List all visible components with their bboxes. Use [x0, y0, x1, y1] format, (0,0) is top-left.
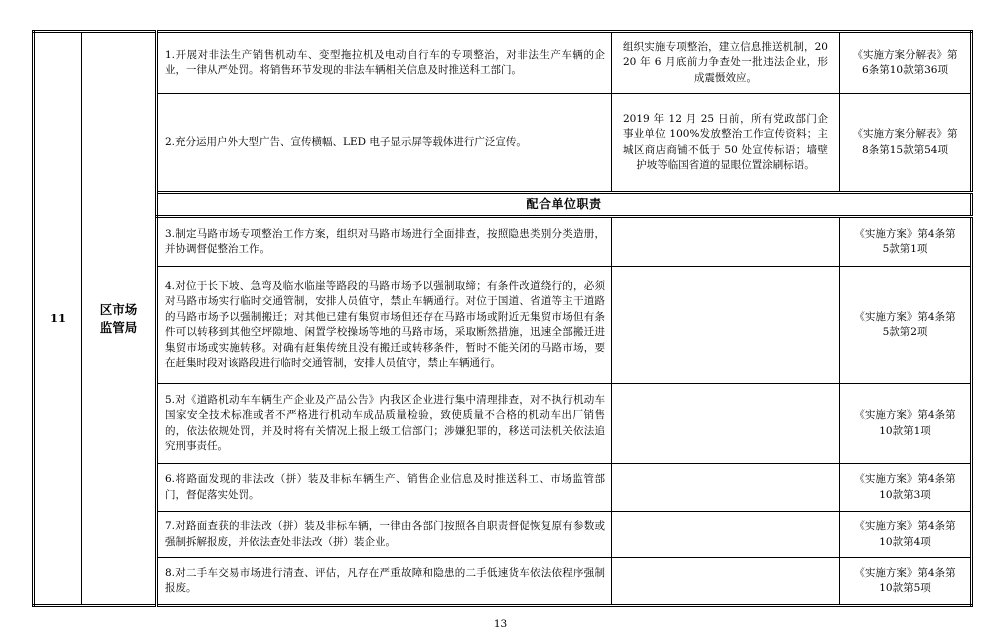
task-cell: 6.将路面发现的非法改（拼）装及非标车辆生产、销售企业信息及时推送科工、市场监管部门，督促落实处罚。 [157, 464, 612, 512]
requirement-cell: 2019 年 12 月 25 日前，所有党政部门企事业单位 100%发放整治工作宣传资料；主城区商店商铺不低于 50 处宣传标语；墙壁护坡等临国省道的显眼位置涂刷标语。 [612, 94, 840, 193]
task-cell: 8.对二手车交易市场进行清查、评估，凡存在严重故障和隐患的二手低速货车依法依程序强制报废。 [157, 558, 612, 606]
table-row [34, 217, 972, 267]
table-row [34, 267, 972, 384]
requirement-cell-empty [612, 512, 840, 558]
requirement-cell-empty [612, 558, 840, 606]
item-number: 11 [34, 32, 82, 606]
basis-cell: 《实施方案》第4条第5款第2项 [840, 267, 972, 384]
requirement-cell: 组织实施专项整治，建立信息推送机制，2020 年 6 月底前力争查处一批违法企业，形成震慑效应。 [612, 32, 840, 94]
requirement-cell-empty [612, 384, 840, 464]
basis-cell: 《实施方案》第4条第10款第4项 [840, 512, 972, 558]
section-header: 配合单位职责 [157, 193, 972, 217]
basis-cell: 《实施方案》第4条第10款第1项 [840, 384, 972, 464]
task-cell: 3.制定马路市场专项整治工作方案，组织对马路市场进行全面排查，按照隐患类别分类造册，并协调督促整治工作。 [157, 217, 612, 267]
requirement-cell-empty [612, 217, 840, 267]
requirement-cell-empty [612, 464, 840, 512]
table-row [34, 94, 972, 193]
responsibility-table [32, 30, 973, 607]
table-row [34, 32, 972, 94]
table-row [34, 384, 972, 464]
basis-cell: 《实施方案分解表》第6条第10款第36项 [840, 32, 972, 94]
section-header-row [34, 193, 972, 217]
basis-cell: 《实施方案》第4条第10款第3项 [840, 464, 972, 512]
basis-cell: 《实施方案》第4条第10款第5项 [840, 558, 972, 606]
task-cell: 5.对《道路机动车车辆生产企业及产品公告》内我区企业进行集中清理排查，对不执行机动车国家安全技术标准或者不严格进行机动车成品质量检验，致使质量不合格的机动车出厂销售的，依法依规处罚，并及时将有关情况上报上级工信部门；涉嫌犯罪的，移送司法机关依法追究刑事责任。 [157, 384, 612, 464]
task-cell: 2.充分运用户外大型广告、宣传横幅、LED 电子显示屏等载体进行广泛宣传。 [157, 94, 612, 193]
department-name: 区市场监管局 [99, 301, 138, 335]
task-cell: 4.对位于长下坡、急弯及临水临崖等路段的马路市场予以强制取缔；有条件改道绕行的，必须对马路市场实行临时交通管制，安排人员值守，禁止车辆通行。对位于国道、省道等主干道路的马路市场予以强制搬迁；对其他已建有集贸市场但还存在马路市场或附近无集贸市场但有条件可以转移到其他空坪隙地、闲置学校操场等地的马路市场，采取断然措施，迅速全部搬迁进集贸市场或实施转移。对确有赶集传统且没有搬迁或转移条件，暂时不能关闭的马路市场，要在赶集时段对该路段进行临时交通管制，安排人员值守，禁止车辆通行。 [157, 267, 612, 384]
task-cell: 1.开展对非法生产销售机动车、变型拖拉机及电动自行车的专项整治，对非法生产车辆的企业，一律从严处罚。将销售环节发现的非法车辆相关信息及时推送科工部门。 [157, 32, 612, 94]
table-row [34, 464, 972, 512]
basis-cell: 《实施方案分解表》第8条第15款第54项 [840, 94, 972, 193]
department-cell [82, 32, 157, 606]
task-cell: 7.对路面查获的非法改（拼）装及非标车辆，一律由各部门按照各自职责督促恢复原有参数或强制拆解报废，并依法查处非法改（拼）装企业。 [157, 512, 612, 558]
table-row [34, 558, 972, 606]
page-number: 13 [493, 618, 508, 630]
table-row [34, 512, 972, 558]
basis-cell: 《实施方案》第4条第5款第1项 [840, 217, 972, 267]
requirement-cell-empty [612, 267, 840, 384]
